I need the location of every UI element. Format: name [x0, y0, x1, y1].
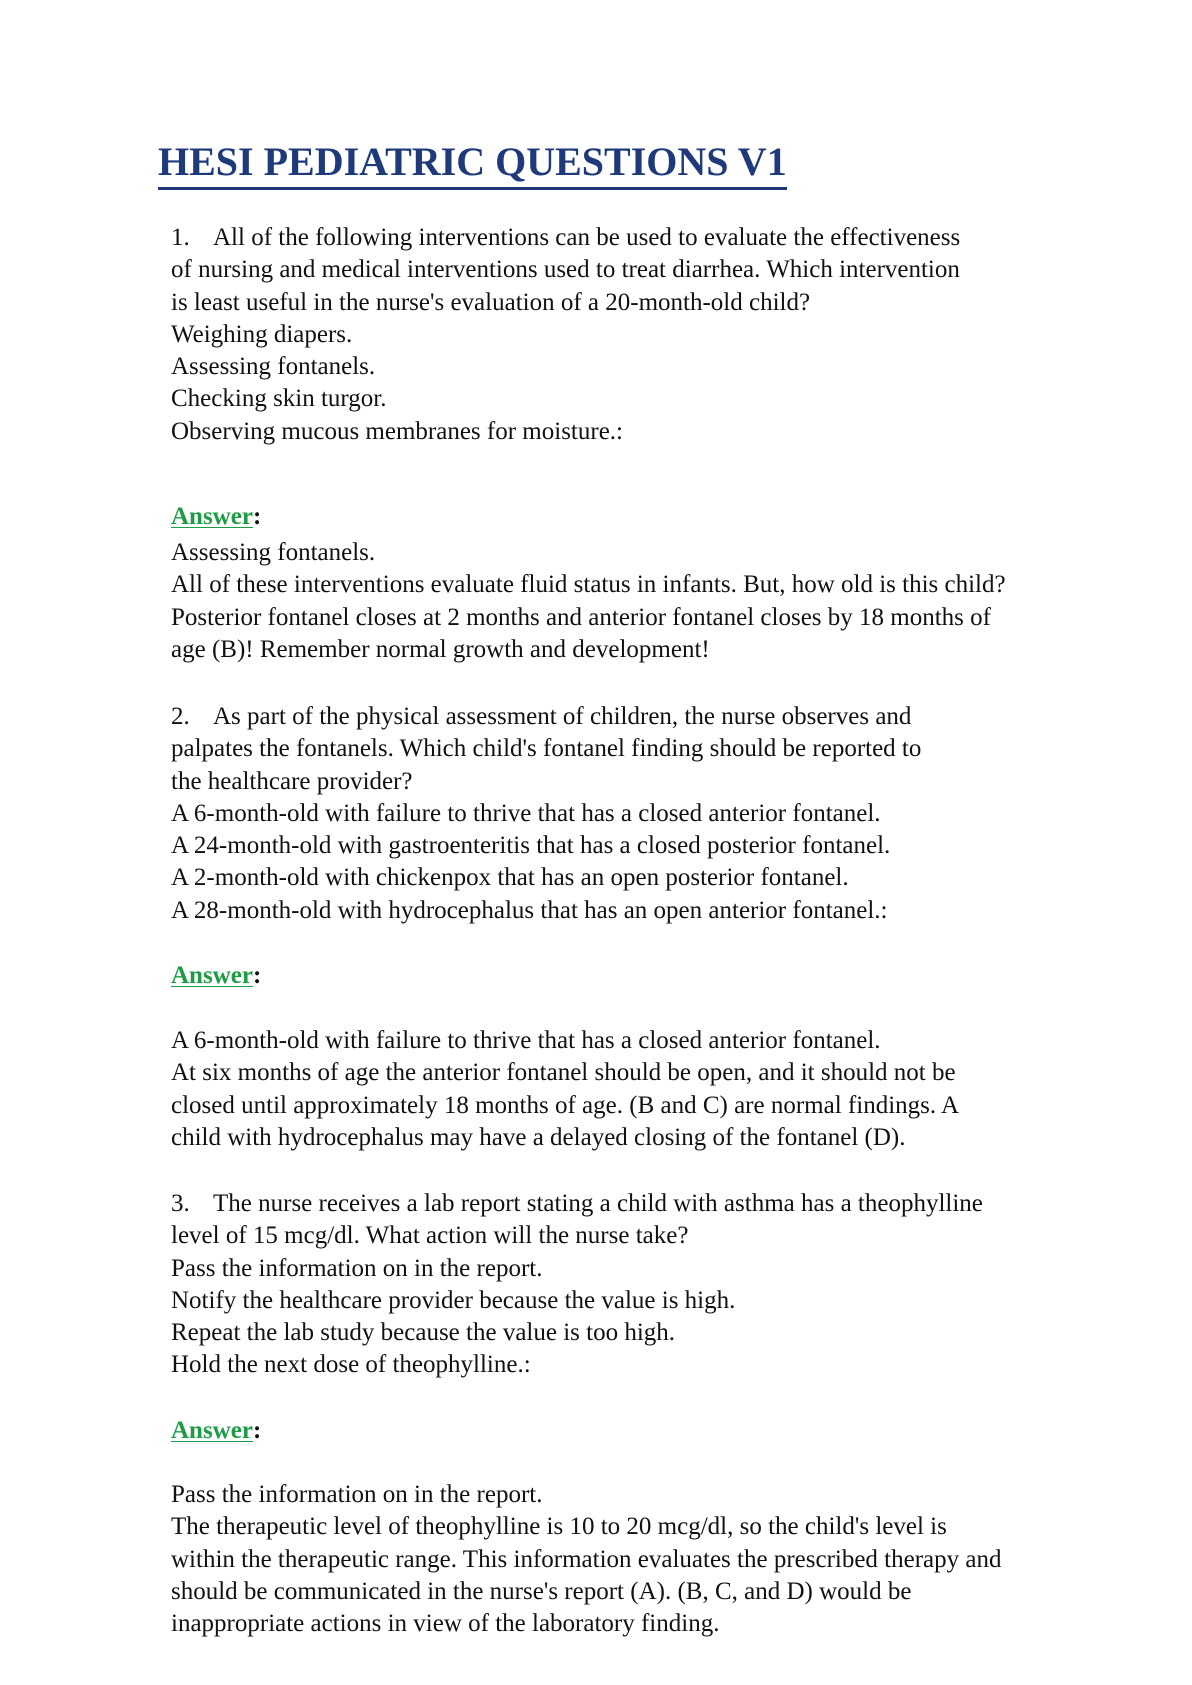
answer-option: Assessing fontanels.: [171, 353, 376, 381]
answer-option: Pass the information on in the report.: [171, 1254, 543, 1282]
question-stem-line: level of 15 mcg/dl. What action will the nurse take?: [171, 1222, 689, 1250]
question-stem-line: 3. The nurse receives a lab report stating a child with asthma has a theophylline: [171, 1188, 1131, 1220]
answer-option: Notify the healthcare provider because the value is high.: [171, 1286, 736, 1314]
rationale-line: closed until approximately 18 months of age. (B and C) are normal findings. A: [171, 1091, 960, 1119]
answer-option: A 2-month-old with chickenpox that has an open posterior fontanel.: [171, 864, 849, 892]
answer-option: A 24-month-old with gastroenteritis that has a closed posterior fontanel.: [171, 832, 891, 860]
question-stem-line: of nursing and medical interventions used to treat diarrhea. Which intervention: [171, 256, 960, 284]
question-stem-line: is least useful in the nurse's evaluation of a 20-month-old child?: [171, 288, 811, 316]
answer-heading: Answer:: [171, 1417, 262, 1444]
answer-option: Observing mucous membranes for moisture.:: [171, 417, 623, 445]
answer-option: Hold the next dose of theophylline.:: [171, 1351, 531, 1379]
answer-label: Answer: [171, 1417, 253, 1444]
rationale-line: should be communicated in the nurse's report (A). (B, C, and D) would be: [171, 1577, 912, 1605]
rationale-line: At six months of age the anterior fontanel should be open, and it should not be: [171, 1059, 956, 1087]
answer-heading: Answer:: [171, 962, 262, 989]
rationale-line: age (B)! Remember normal growth and development!: [171, 635, 710, 663]
question-3: [171, 1188, 1131, 1382]
answer-explanation-3: [171, 1479, 1131, 1640]
question-stem-line: the healthcare provider?: [171, 767, 413, 795]
rationale-line: within the therapeutic range. This information evaluates the prescribed therapy and: [171, 1545, 1002, 1573]
answer-explanation-2: [171, 1025, 1131, 1154]
answer-explanation-1: [171, 537, 1131, 666]
correct-answer: A 6-month-old with failure to thrive that has a closed anterior fontanel.: [171, 1027, 881, 1054]
rationale-line: child with hydrocephalus may have a delayed closing of the fontanel (D).: [171, 1123, 906, 1151]
question-number: 1.: [171, 224, 190, 251]
question-stem-line: 1. All of the following interventions can be used to evaluate the effectiveness: [171, 222, 1131, 254]
answer-label: Answer: [171, 503, 253, 530]
answer-option: Checking skin turgor.: [171, 385, 387, 413]
rationale-line: All of these interventions evaluate fluid status in infants. But, how old is this child?: [171, 571, 1006, 599]
answer-option: A 6-month-old with failure to thrive that has a closed anterior fontanel.: [171, 799, 881, 827]
document-title: HESI PEDIATRIC QUESTIONS V1: [158, 138, 787, 190]
rationale-line: Posterior fontanel closes at 2 months and anterior fontanel closes by 18 months of: [171, 603, 991, 631]
answer-label: Answer: [171, 962, 253, 989]
question-1: [171, 222, 1131, 448]
rationale-line: The therapeutic level of theophylline is 10 to 20 mcg/dl, so the child's level is: [171, 1513, 947, 1541]
answer-option: A 28-month-old with hydrocephalus that has an open anterior fontanel.:: [171, 896, 888, 924]
correct-answer: Pass the information on in the report.: [171, 1481, 543, 1508]
question-stem-line: palpates the fontanels. Which child's fontanel finding should be reported to: [171, 735, 922, 763]
question-number: 3.: [171, 1190, 190, 1217]
question-number: 2.: [171, 703, 190, 730]
answer-heading: Answer:: [171, 503, 262, 530]
correct-answer: Assessing fontanels.: [171, 539, 376, 566]
question-2: [171, 701, 1131, 927]
question-stem-line: 2. As part of the physical assessment of children, the nurse observes and: [171, 701, 1131, 733]
rationale-line: inappropriate actions in view of the laboratory finding.: [171, 1610, 720, 1638]
answer-option: Weighing diapers.: [171, 320, 353, 348]
answer-option: Repeat the lab study because the value is too high.: [171, 1319, 676, 1347]
